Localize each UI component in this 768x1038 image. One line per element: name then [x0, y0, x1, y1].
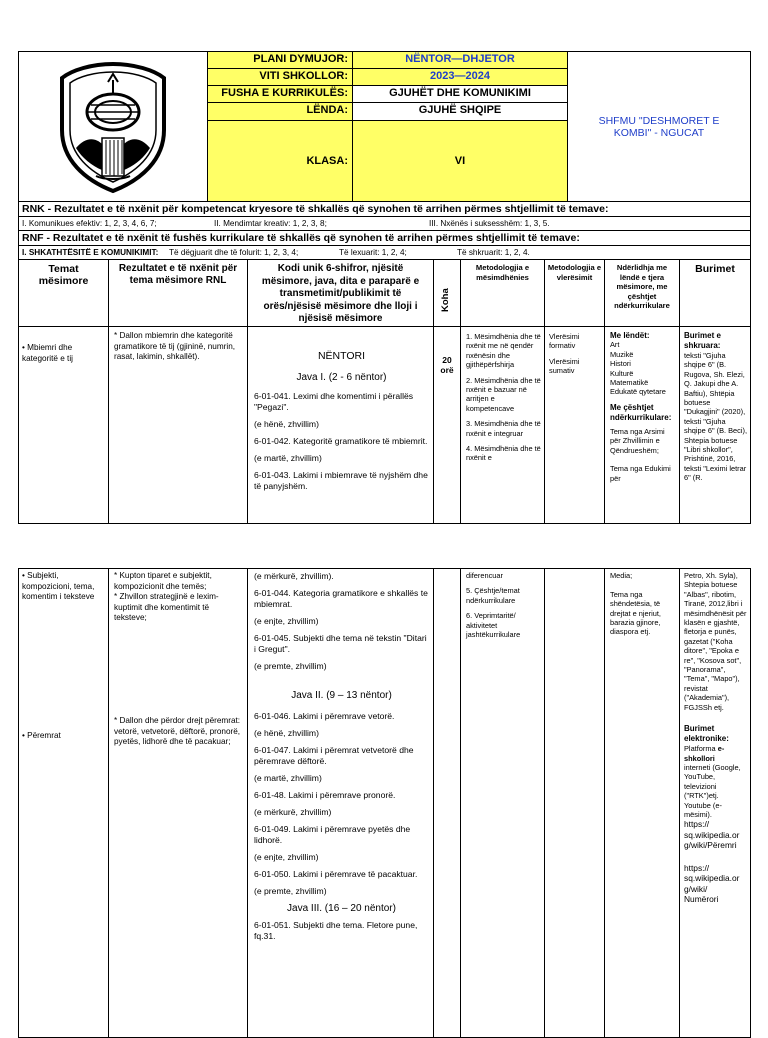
p1-lessons-cell	[247, 326, 434, 524]
p2-tema-1: • Subjekti, kompozicioni, tema, komentim i teksteve	[22, 571, 95, 601]
p2-lesson-a0: (e mërkurë, zhvillim).	[254, 571, 334, 581]
p1-met-2: 3. Mësimdhënia dhe të nxënit e integruar	[466, 419, 541, 438]
p2-vleresimi-cell	[544, 568, 605, 1038]
p1-lesson-0: 6-01-041. Leximi dhe komentimi i përallës "Pegazi".	[254, 391, 414, 412]
p1-vl-1: Vlerësimi sumativ	[549, 356, 580, 376]
p2-burimet-e-1: Platforma	[684, 744, 716, 754]
p2-rez-2: * Dallon dhe përdor drejt përemrat: vetorë, vetvetorë, dëftorë, pronorë, pyetës, lidhorë dhe të pacakuar;	[114, 716, 241, 746]
p2-burimet-e-3: interneti (Google, YouTube, televizioni ("RTK")etj. Youtube (e-mësimi).	[684, 762, 741, 819]
p1-lendet: Art Muzikë Histori Kulturë Matematikë Edukatë qytetare	[610, 340, 666, 397]
p2-burimet-e-title: Burimet elektronike:	[684, 724, 729, 744]
header-label-2: FUSHA E KURRIKULËS:	[207, 85, 353, 103]
p2-tema-cell	[18, 568, 109, 1038]
klasa-label: KLASA:	[207, 120, 353, 202]
p1-met-0: 1. Mësimdhënia dhe të nxënit me në qendër nxënësin dhe gjithëpërfshirja	[466, 332, 541, 370]
p2-lesson-b1: (e hënë, zhvillim)	[254, 728, 319, 738]
p2-lessons-cell	[247, 568, 434, 1038]
rnk-items	[18, 216, 751, 231]
p1-ceshtjet-title: Me çështjet ndërkurrikulare:	[610, 402, 672, 422]
header-label-1: VITI SHKOLLOR:	[207, 68, 353, 86]
p1-burimet-cell	[679, 326, 751, 524]
rnk-item-1: I. Komunikues efektiv: 1, 2, 3, 4, 6, 7;	[22, 219, 157, 228]
rnk-item-3: III. Nxënës i suksesshëm: 1, 3, 5.	[429, 219, 550, 228]
p2-lesson-a2: (e enjte, zhvillim)	[254, 616, 319, 626]
p2-lesson-a1: 6-01-044. Kategoria gramatikore e shkallës te mbiemrat.	[254, 588, 428, 609]
col-head-rezultatet: Rezultatet e të nxënit për tema mësimore RNL	[108, 259, 248, 327]
p2-koha-cell	[433, 568, 461, 1038]
p2-lesson-c0: 6-01-051. Subjekti dhe tema. Fletore pune, fq.31.	[254, 920, 418, 941]
p2-lesson-b5: (e mërkurë, zhvillim)	[254, 807, 332, 817]
p1-metodologjia-cell	[460, 326, 545, 524]
p1-vl-0: Vlerësimi formativ	[549, 332, 580, 351]
p2-metodologjia-cell	[460, 568, 545, 1038]
col-head-koha: Koha	[433, 259, 461, 327]
header-label-0: PLANI DYMUJOR:	[207, 51, 353, 69]
rnk-title: RNK - Rezultatet e të nxënit për kompetencat kryesore të shkallës që synohen të arrihen përmes shtjellimit të temave:	[18, 201, 751, 217]
p2-lesson-b0: 6-01-046. Lakimi i përemrave vetorë.	[254, 711, 395, 721]
p1-lesson-3: (e martë, zhvillim)	[254, 453, 322, 463]
school-name: SHFMU "DESHMORET E KOMBI" - NGUCAT	[567, 51, 751, 202]
p2-met-2: 6. Veprimtaritë/ aktivitetet jashtëkurrikulare	[466, 611, 521, 640]
col-head-burimet: Burimet	[679, 259, 751, 327]
col-head-metodologjia: Metodologjia e mësimdhënies	[460, 259, 545, 327]
col-head-vleresimi: Metodologjia e vlerësimit	[544, 259, 605, 327]
p2-link-1[interactable]: https:// sq.wikipedia.or g/wiki/Përemri	[684, 819, 740, 851]
klasa-value: VI	[352, 120, 568, 202]
rnf-title: RNF - Rezultatet e të nxënit të fushës kurrikulare të shkallës që synohen të arrihen përmes shtjellimit të temave:	[18, 230, 751, 246]
p2-lesson-b6: 6-01-049. Lakimi i përemrave pyetës dhe lidhorë.	[254, 824, 411, 845]
p1-lesson-1: (e hënë, zhvillim)	[254, 419, 319, 429]
rnf-item-2: Të lexuarit: 1, 2, 4;	[339, 248, 407, 257]
p1-burimet: teksti "Gjuha shqipe 6" (B. Rugova, Sh. Elezi, Q. Jakupi dhe A. Baftiu), Shtëpia botuese "Dukagjini" (2020), teksti "Gjuha shqipe 6" (B. Beci), Shtepia botuese "Libri shkollor", Prishtinë, 2016, teksti "Leximi letrar 6" (R.	[684, 351, 748, 483]
col-head-temat: Temat mësimore	[18, 259, 109, 327]
p2-lesson-b8: 6-01-050. Lakimi i përemrave të pacaktuar.	[254, 869, 418, 879]
p1-koha-cell: 20 orë	[433, 326, 461, 524]
p2-rez-1: * Kupton tiparet e subjektit, kompozicionit dhe temës; * Zhvillon strategjinë e lexim-kuptimit dhe komentimit të teksteve;	[114, 571, 219, 622]
p1-ceshtjet: Tema nga Arsimi për Zhvillimin e Qëndrueshëm; Tema nga Edukimi për	[610, 426, 671, 483]
rnf-item-3: Të shkruarit: 1, 2, 4.	[457, 248, 530, 257]
header-value-3: GJUHË SHQIPE	[352, 102, 568, 121]
p2-nderlidhja-cell	[604, 568, 680, 1038]
p1-nderlidhja-cell	[604, 326, 680, 524]
p2-burimet: Petro, Xh. Syla), Shtepia botuese "Albas", ribotim, Tiranë, 2012,libri i mësimdhënësit për klasën e gjashtë, fletorja e punës, gazetat ("Koha ditore", "Epoka e re", "Kosova sot", "Panorama", "Tema", "Mapo"), revistat ("Akademia"), FGJSSh etj.	[684, 571, 747, 712]
header-value-2: GJUHËT DHE KOMUNIKIMI	[352, 85, 568, 103]
col-head-kodi: Kodi unik 6-shifror, njësitë mësimore, java, dita e paraparë e transmetimit/publikimit të orës/njësisë mësimore dhe lloji i njësisë mësimore	[247, 259, 434, 327]
rnk-item-2: II. Mendimtar kreativ: 1, 2, 3, 8;	[214, 219, 327, 228]
p1-rezultatet-cell: * Dallon mbiemrin dhe kategoritë gramatikore të tij (gjininë, numrin, rasat, lakimin, shkallët).	[108, 326, 248, 524]
p2-lesson-b7: (e enjte, zhvillim)	[254, 852, 319, 862]
p2-week3: Java III. (16 – 20 nëntor)	[287, 903, 396, 914]
p2-lesson-b4: 6-01-48. Lakimi i përemrave pronorë.	[254, 790, 396, 800]
rnf-items	[18, 245, 751, 260]
header-value-1: 2023—2024	[352, 68, 568, 86]
header-label-3: LËNDA:	[207, 102, 353, 121]
p2-rezultatet-cell	[108, 568, 248, 1038]
p1-week: Java I. (2 - 6 nëntor)	[296, 372, 387, 383]
school-logo	[56, 60, 170, 195]
p2-tema-2: • Përemrat	[22, 731, 61, 740]
p1-burimet-title: Burimet e shkruara:	[684, 331, 721, 350]
p1-met-3: 4. Mësimdhënia dhe të nxënit e	[466, 444, 541, 463]
p1-lesson-4: 6-01-043. Lakimi i mbiemrave të nyjshëm dhe të panyjshëm.	[254, 470, 428, 491]
p2-met-1: 5. Çështje/temat ndërkurrikulare	[466, 586, 520, 605]
header-value-0: NËNTOR—DHJETOR	[352, 51, 568, 69]
p2-lendet: Media; Tema nga shëndetësia, të drejtat e njeriut, barazia gjinore, diaspora etj.	[610, 571, 661, 637]
col-head-nderlidhja: Ndërlidhja me lëndë e tjera mësimore, me çështjet ndërkurrikulare	[604, 259, 680, 327]
p1-met-1: 2. Mësimdhënia dhe të nxënit e bazuar në arritjen e kompetencave	[466, 375, 541, 413]
p2-lesson-a4: (e premte, zhvillim)	[254, 661, 327, 671]
p1-tema-cell: • Mbiemri dhe kategoritë e tij	[18, 326, 109, 524]
p2-burimet-e-2: e-shkollori	[684, 744, 725, 763]
p2-week2: Java II. (9 – 13 nëntor)	[291, 690, 392, 701]
p1-lendet-title: Me lëndët:	[610, 331, 650, 340]
p1-lesson-2: 6-01-042. Kategoritë gramatikore të mbiemrit.	[254, 436, 428, 446]
rnf-item-1: Të dëgjuarit dhe të folurit: 1, 2, 3, 4;	[169, 248, 299, 257]
rnf-skills-label: I. SHKATHTËSITË E KOMUNIKIMIT:	[22, 248, 159, 257]
p2-burimet-cell	[679, 568, 751, 1038]
p1-vleresimi-cell	[544, 326, 605, 524]
p2-met-0: diferencuar	[466, 571, 503, 580]
p1-month: NËNTORI	[317, 350, 366, 362]
p2-lesson-b3: (e martë, zhvillim)	[254, 773, 322, 783]
p2-lesson-a3: 6-01-045. Subjekti dhe tema në tekstin "Ditari i Gregut".	[254, 633, 427, 654]
p2-lesson-b9: (e premte, zhvillim)	[254, 886, 327, 896]
p2-lesson-b2: 6-01-047. Lakimi i përemrat vetvetorë dhe përemrave dëftorë.	[254, 745, 414, 766]
p2-link-2[interactable]: https:// sq.wikipedia.or g/wiki/ Numërori	[684, 862, 740, 905]
